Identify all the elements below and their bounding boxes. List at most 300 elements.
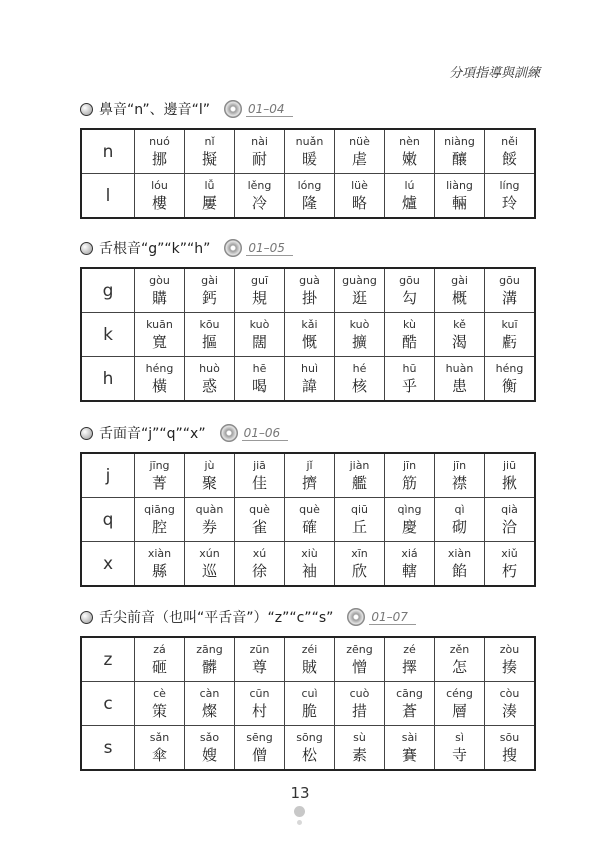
syllable-cell bbox=[235, 313, 285, 357]
syllable-cell bbox=[135, 498, 185, 542]
pinyin-table bbox=[80, 267, 536, 402]
syllable-cell bbox=[135, 453, 185, 498]
pinyin-text: lú bbox=[404, 179, 415, 192]
hanzi-char: 聚 bbox=[201, 474, 217, 492]
pinyin-text: quàn bbox=[195, 503, 224, 516]
hanzi-char: 闊 bbox=[251, 333, 267, 351]
syllable-cell bbox=[135, 682, 185, 726]
syllable-cell bbox=[135, 726, 185, 771]
pinyin-text: něi bbox=[501, 135, 518, 148]
pinyin-text: lěng bbox=[247, 179, 272, 192]
syllable-cell bbox=[135, 357, 185, 402]
pinyin-text: guàng bbox=[342, 274, 377, 287]
hanzi-char: 寬 bbox=[151, 333, 167, 351]
hanzi-char: 衡 bbox=[501, 377, 517, 395]
hanzi-char: 策 bbox=[151, 702, 167, 720]
initial-cell: q bbox=[81, 498, 135, 542]
syllable-cell bbox=[485, 174, 536, 219]
pinyin-text: kù bbox=[402, 318, 416, 331]
pinyin-text: nuǎn bbox=[295, 135, 324, 148]
audio-track bbox=[220, 424, 289, 442]
pinyin-text: líng bbox=[499, 179, 520, 192]
pinyin-text: gōu bbox=[499, 274, 520, 287]
initial-cell: s bbox=[81, 726, 135, 771]
hanzi-char: 朽 bbox=[501, 562, 517, 580]
cd-icon bbox=[220, 424, 238, 442]
bullet-icon bbox=[80, 427, 93, 440]
hanzi-char: 縣 bbox=[151, 562, 167, 580]
hanzi-char: 菁 bbox=[151, 474, 167, 492]
pinyin-section bbox=[80, 96, 528, 219]
initial-cell: c bbox=[81, 682, 135, 726]
section-heading bbox=[80, 235, 528, 261]
hanzi-char: 確 bbox=[301, 518, 317, 536]
section-title: 舌面音“j”“q”“x” bbox=[99, 426, 206, 442]
syllable-cell bbox=[285, 498, 335, 542]
hanzi-char: 券 bbox=[201, 518, 217, 536]
table-row bbox=[81, 542, 535, 587]
pinyin-text: sǎo bbox=[199, 731, 220, 744]
hanzi-char: 擠 bbox=[301, 474, 317, 492]
hanzi-char: 措 bbox=[351, 702, 367, 720]
bullet-icon bbox=[80, 611, 93, 624]
pinyin-text: gōu bbox=[399, 274, 420, 287]
hanzi-char: 擇 bbox=[401, 658, 417, 676]
syllable-cell bbox=[235, 268, 285, 313]
syllable-cell bbox=[435, 542, 485, 587]
syllable-cell bbox=[235, 682, 285, 726]
hanzi-char: 怎 bbox=[451, 658, 467, 676]
syllable-cell bbox=[235, 726, 285, 771]
syllable-cell bbox=[435, 498, 485, 542]
syllable-cell bbox=[485, 313, 536, 357]
pinyin-text: sì bbox=[455, 731, 464, 744]
syllable-cell bbox=[285, 453, 335, 498]
syllable-cell bbox=[235, 637, 285, 682]
pinyin-table bbox=[80, 128, 536, 219]
hanzi-char: 乎 bbox=[401, 377, 417, 395]
syllable-cell bbox=[235, 357, 285, 402]
hanzi-char: 鈣 bbox=[201, 289, 217, 307]
syllable-cell bbox=[185, 357, 235, 402]
pinyin-text: xún bbox=[199, 547, 220, 560]
pinyin-text: sài bbox=[401, 731, 418, 744]
syllable-cell bbox=[135, 129, 185, 174]
pinyin-text: huò bbox=[199, 362, 220, 375]
pinyin-text: nài bbox=[251, 135, 268, 148]
syllable-cell bbox=[435, 637, 485, 682]
pinyin-text: kǎi bbox=[301, 318, 318, 331]
syllable-cell bbox=[435, 129, 485, 174]
hanzi-char: 規 bbox=[251, 289, 267, 307]
syllable-cell bbox=[185, 637, 235, 682]
table-row bbox=[81, 637, 535, 682]
hanzi-char: 玲 bbox=[501, 194, 517, 212]
decorative-dot bbox=[294, 806, 305, 817]
table-row bbox=[81, 682, 535, 726]
syllable-cell bbox=[485, 357, 536, 402]
hanzi-char: 賊 bbox=[301, 658, 317, 676]
pinyin-text: nuó bbox=[149, 135, 170, 148]
hanzi-char: 轄 bbox=[401, 562, 417, 580]
cd-icon bbox=[347, 608, 365, 626]
hanzi-char: 慨 bbox=[301, 333, 317, 351]
pinyin-text: qìng bbox=[397, 503, 422, 516]
pinyin-text: gài bbox=[451, 274, 468, 287]
hanzi-char: 佳 bbox=[251, 474, 267, 492]
hanzi-char: 欣 bbox=[351, 562, 367, 580]
syllable-cell bbox=[435, 682, 485, 726]
pinyin-text: kuò bbox=[249, 318, 270, 331]
pinyin-text: jīn bbox=[452, 459, 467, 472]
hanzi-char: 腔 bbox=[151, 518, 167, 536]
bullet-icon bbox=[80, 242, 93, 255]
syllable-cell bbox=[385, 682, 435, 726]
syllable-cell bbox=[235, 129, 285, 174]
hanzi-char: 袖 bbox=[301, 562, 317, 580]
syllable-cell bbox=[135, 174, 185, 219]
syllable-cell bbox=[185, 453, 235, 498]
hanzi-char: 僧 bbox=[251, 746, 267, 764]
section-title: 舌尖前音（也叫“平舌音”）“z”“c”“s” bbox=[99, 610, 334, 626]
pinyin-text: lóng bbox=[297, 179, 322, 192]
hanzi-char: 擴 bbox=[351, 333, 367, 351]
syllable-cell bbox=[335, 453, 385, 498]
hanzi-char: 寺 bbox=[451, 746, 467, 764]
initial-cell: z bbox=[81, 637, 135, 682]
table-row bbox=[81, 268, 535, 313]
pinyin-text: qià bbox=[501, 503, 518, 516]
syllable-cell bbox=[235, 453, 285, 498]
pinyin-text: què bbox=[299, 503, 320, 516]
running-header: 分項指導與訓練 bbox=[448, 66, 540, 81]
pinyin-section bbox=[80, 420, 528, 587]
hanzi-char: 橫 bbox=[151, 377, 167, 395]
syllable-cell bbox=[335, 357, 385, 402]
syllable-cell bbox=[285, 313, 335, 357]
page-number: 13 bbox=[290, 784, 310, 802]
table-row bbox=[81, 357, 535, 402]
hanzi-char: 巡 bbox=[201, 562, 217, 580]
hanzi-char: 購 bbox=[151, 289, 167, 307]
syllable-cell bbox=[385, 726, 435, 771]
syllable-cell bbox=[385, 313, 435, 357]
section-heading bbox=[80, 96, 528, 122]
hanzi-char: 素 bbox=[351, 746, 367, 764]
hanzi-char: 艦 bbox=[351, 474, 367, 492]
hanzi-char: 揪 bbox=[501, 474, 517, 492]
pinyin-text: xiàn bbox=[147, 547, 172, 560]
syllable-cell bbox=[335, 637, 385, 682]
syllable-cell bbox=[485, 268, 536, 313]
hanzi-char: 喝 bbox=[251, 377, 267, 395]
syllable-cell bbox=[435, 313, 485, 357]
syllable-cell bbox=[335, 542, 385, 587]
hanzi-char: 洽 bbox=[501, 518, 517, 536]
hanzi-char: 擬 bbox=[201, 150, 217, 168]
pinyin-text: kuān bbox=[146, 318, 173, 331]
hanzi-char: 脆 bbox=[301, 702, 317, 720]
syllable-cell bbox=[435, 726, 485, 771]
pinyin-text: xīn bbox=[351, 547, 368, 560]
table-row bbox=[81, 498, 535, 542]
hanzi-char: 概 bbox=[451, 289, 467, 307]
pinyin-text: cāng bbox=[396, 687, 423, 700]
hanzi-char: 賽 bbox=[401, 746, 417, 764]
hanzi-char: 髒 bbox=[201, 658, 217, 676]
syllable-cell bbox=[185, 682, 235, 726]
pinyin-text: qiū bbox=[350, 503, 368, 516]
pinyin-text: xiàn bbox=[447, 547, 472, 560]
pinyin-text: hē bbox=[252, 362, 267, 375]
pinyin-text: sù bbox=[353, 731, 366, 744]
pinyin-text: sǎn bbox=[149, 731, 170, 744]
pinyin-text: jīng bbox=[149, 459, 170, 472]
table-row bbox=[81, 453, 535, 498]
hanzi-char: 筋 bbox=[401, 474, 417, 492]
syllable-cell bbox=[485, 682, 536, 726]
hanzi-char: 砌 bbox=[451, 518, 467, 536]
pinyin-text: lóu bbox=[151, 179, 168, 192]
pinyin-text: lǚ bbox=[204, 179, 215, 192]
hanzi-char: 嫩 bbox=[401, 150, 417, 168]
hanzi-char: 湊 bbox=[501, 702, 517, 720]
pinyin-text: zéi bbox=[301, 643, 318, 656]
pinyin-text: xiá bbox=[401, 547, 418, 560]
syllable-cell bbox=[385, 453, 435, 498]
section-title: 舌根音“g”“k”“h” bbox=[99, 241, 211, 257]
section-title: 鼻音“n”、邊音“l” bbox=[99, 102, 211, 118]
syllable-cell bbox=[135, 268, 185, 313]
syllable-cell bbox=[435, 357, 485, 402]
initial-cell: h bbox=[81, 357, 135, 402]
syllable-cell bbox=[385, 357, 435, 402]
pinyin-text: jiàn bbox=[349, 459, 370, 472]
hanzi-char: 砸 bbox=[151, 658, 167, 676]
table-row bbox=[81, 313, 535, 357]
pinyin-text: qì bbox=[454, 503, 465, 516]
pinyin-text: jù bbox=[204, 459, 215, 472]
decorative-dot-small bbox=[297, 820, 302, 825]
pinyin-text: nèn bbox=[399, 135, 420, 148]
hanzi-char: 溝 bbox=[501, 289, 517, 307]
syllable-cell bbox=[485, 498, 536, 542]
pinyin-text: kě bbox=[453, 318, 466, 331]
syllable-cell bbox=[235, 542, 285, 587]
pinyin-text: cè bbox=[153, 687, 166, 700]
hanzi-char: 憎 bbox=[351, 658, 367, 676]
pinyin-table bbox=[80, 452, 536, 587]
hanzi-char: 諱 bbox=[301, 377, 317, 395]
syllable-cell bbox=[485, 637, 536, 682]
pinyin-text: lüè bbox=[351, 179, 368, 192]
hanzi-char: 暖 bbox=[301, 150, 317, 168]
table-row bbox=[81, 726, 535, 771]
syllable-cell bbox=[185, 313, 235, 357]
hanzi-char: 摳 bbox=[201, 333, 217, 351]
hanzi-char: 嫂 bbox=[201, 746, 217, 764]
pinyin-text: héng bbox=[495, 362, 524, 375]
pinyin-text: sēng bbox=[246, 731, 273, 744]
syllable-cell bbox=[185, 174, 235, 219]
hanzi-char: 丘 bbox=[351, 518, 367, 536]
pinyin-text: huàn bbox=[445, 362, 474, 375]
pinyin-text: sōng bbox=[296, 731, 323, 744]
syllable-cell bbox=[335, 174, 385, 219]
hanzi-char: 輛 bbox=[451, 194, 467, 212]
pinyin-table bbox=[80, 636, 536, 771]
initial-cell: k bbox=[81, 313, 135, 357]
pinyin-text: guà bbox=[299, 274, 320, 287]
table-row bbox=[81, 174, 535, 219]
section-heading bbox=[80, 604, 528, 630]
syllable-cell bbox=[285, 357, 335, 402]
syllable-cell bbox=[285, 682, 335, 726]
pinyin-text: héng bbox=[145, 362, 174, 375]
pinyin-text: zāng bbox=[196, 643, 223, 656]
pinyin-text: céng bbox=[446, 687, 473, 700]
hanzi-char: 惑 bbox=[201, 377, 217, 395]
audio-track bbox=[347, 608, 416, 626]
pinyin-text: càn bbox=[199, 687, 220, 700]
initial-cell: l bbox=[81, 174, 135, 219]
syllable-cell bbox=[235, 498, 285, 542]
syllable-cell bbox=[185, 498, 235, 542]
syllable-cell bbox=[385, 637, 435, 682]
syllable-cell bbox=[335, 268, 385, 313]
syllable-cell bbox=[185, 542, 235, 587]
syllable-cell bbox=[185, 268, 235, 313]
syllable-cell bbox=[235, 174, 285, 219]
pinyin-text: liàng bbox=[446, 179, 473, 192]
hanzi-char: 虧 bbox=[501, 333, 517, 351]
syllable-cell bbox=[335, 498, 385, 542]
hanzi-char: 隆 bbox=[301, 194, 317, 212]
syllable-cell bbox=[335, 726, 385, 771]
syllable-cell bbox=[435, 268, 485, 313]
hanzi-char: 餡 bbox=[451, 562, 467, 580]
hanzi-char: 釀 bbox=[451, 150, 467, 168]
hanzi-char: 爐 bbox=[401, 194, 417, 212]
pinyin-text: gòu bbox=[149, 274, 170, 287]
hanzi-char: 餒 bbox=[501, 150, 517, 168]
pinyin-text: zá bbox=[153, 643, 166, 656]
pinyin-text: guī bbox=[250, 274, 268, 287]
audio-track bbox=[224, 100, 293, 118]
syllable-cell bbox=[285, 637, 335, 682]
pinyin-text: jīn bbox=[402, 459, 417, 472]
section-heading bbox=[80, 420, 528, 446]
pinyin-text: còu bbox=[499, 687, 520, 700]
syllable-cell bbox=[285, 174, 335, 219]
bullet-icon bbox=[80, 103, 93, 116]
hanzi-char: 松 bbox=[301, 746, 317, 764]
hanzi-char: 揍 bbox=[501, 658, 517, 676]
pinyin-text: cuò bbox=[349, 687, 370, 700]
syllable-cell bbox=[335, 313, 385, 357]
pinyin-text: nǐ bbox=[204, 135, 215, 148]
hanzi-char: 燦 bbox=[201, 702, 217, 720]
syllable-cell bbox=[435, 453, 485, 498]
hanzi-char: 患 bbox=[451, 377, 467, 395]
syllable-cell bbox=[485, 453, 536, 498]
hanzi-char: 勾 bbox=[401, 289, 417, 307]
hanzi-char: 略 bbox=[351, 194, 367, 212]
syllable-cell bbox=[385, 268, 435, 313]
pinyin-text: jiū bbox=[502, 459, 517, 472]
pinyin-text: hé bbox=[352, 362, 367, 375]
hanzi-char: 尊 bbox=[251, 658, 267, 676]
pinyin-section bbox=[80, 235, 528, 402]
pinyin-text: cuì bbox=[301, 687, 318, 700]
initial-cell: x bbox=[81, 542, 135, 587]
pinyin-text: kuò bbox=[349, 318, 370, 331]
track-number: 01–06 bbox=[242, 426, 289, 441]
pinyin-text: xú bbox=[252, 547, 267, 560]
initial-cell: g bbox=[81, 268, 135, 313]
hanzi-char: 蒼 bbox=[401, 702, 417, 720]
pinyin-text: xiǔ bbox=[501, 547, 518, 560]
pinyin-text: nüè bbox=[349, 135, 370, 148]
syllable-cell bbox=[335, 682, 385, 726]
pinyin-text: jiā bbox=[253, 459, 266, 472]
pinyin-section bbox=[80, 604, 528, 771]
syllable-cell bbox=[385, 542, 435, 587]
hanzi-char: 挪 bbox=[151, 150, 167, 168]
hanzi-char: 耐 bbox=[251, 150, 267, 168]
track-number: 01–05 bbox=[246, 241, 293, 256]
pinyin-text: kōu bbox=[199, 318, 220, 331]
pinyin-text: zēng bbox=[346, 643, 373, 656]
hanzi-char: 渴 bbox=[451, 333, 467, 351]
syllable-cell bbox=[285, 268, 335, 313]
syllable-cell bbox=[135, 542, 185, 587]
hanzi-char: 屢 bbox=[201, 194, 217, 212]
syllable-cell bbox=[435, 174, 485, 219]
syllable-cell bbox=[285, 129, 335, 174]
pinyin-text: xiù bbox=[301, 547, 318, 560]
hanzi-char: 雀 bbox=[251, 518, 267, 536]
syllable-cell bbox=[485, 542, 536, 587]
initial-cell: j bbox=[81, 453, 135, 498]
hanzi-char: 襟 bbox=[451, 474, 467, 492]
hanzi-char: 村 bbox=[251, 702, 267, 720]
hanzi-char: 樓 bbox=[151, 194, 167, 212]
pinyin-text: zé bbox=[403, 643, 416, 656]
syllable-cell bbox=[135, 637, 185, 682]
pinyin-text: cūn bbox=[249, 687, 270, 700]
pinyin-text: jǐ bbox=[306, 459, 313, 472]
hanzi-char: 傘 bbox=[151, 746, 167, 764]
syllable-cell bbox=[385, 498, 435, 542]
pinyin-text: zòu bbox=[499, 643, 520, 656]
syllable-cell bbox=[285, 726, 335, 771]
initial-cell: n bbox=[81, 129, 135, 174]
track-number: 01–04 bbox=[246, 102, 293, 117]
pinyin-text: niàng bbox=[444, 135, 475, 148]
pinyin-text: qiāng bbox=[144, 503, 175, 516]
pinyin-text: sōu bbox=[499, 731, 520, 744]
track-number: 01–07 bbox=[369, 610, 416, 625]
pinyin-text: hū bbox=[402, 362, 417, 375]
hanzi-char: 徐 bbox=[251, 562, 267, 580]
hanzi-char: 冷 bbox=[251, 194, 267, 212]
audio-track bbox=[224, 239, 293, 257]
hanzi-char: 慶 bbox=[401, 518, 417, 536]
hanzi-char: 酷 bbox=[401, 333, 417, 351]
pinyin-text: huì bbox=[301, 362, 318, 375]
syllable-cell bbox=[385, 174, 435, 219]
